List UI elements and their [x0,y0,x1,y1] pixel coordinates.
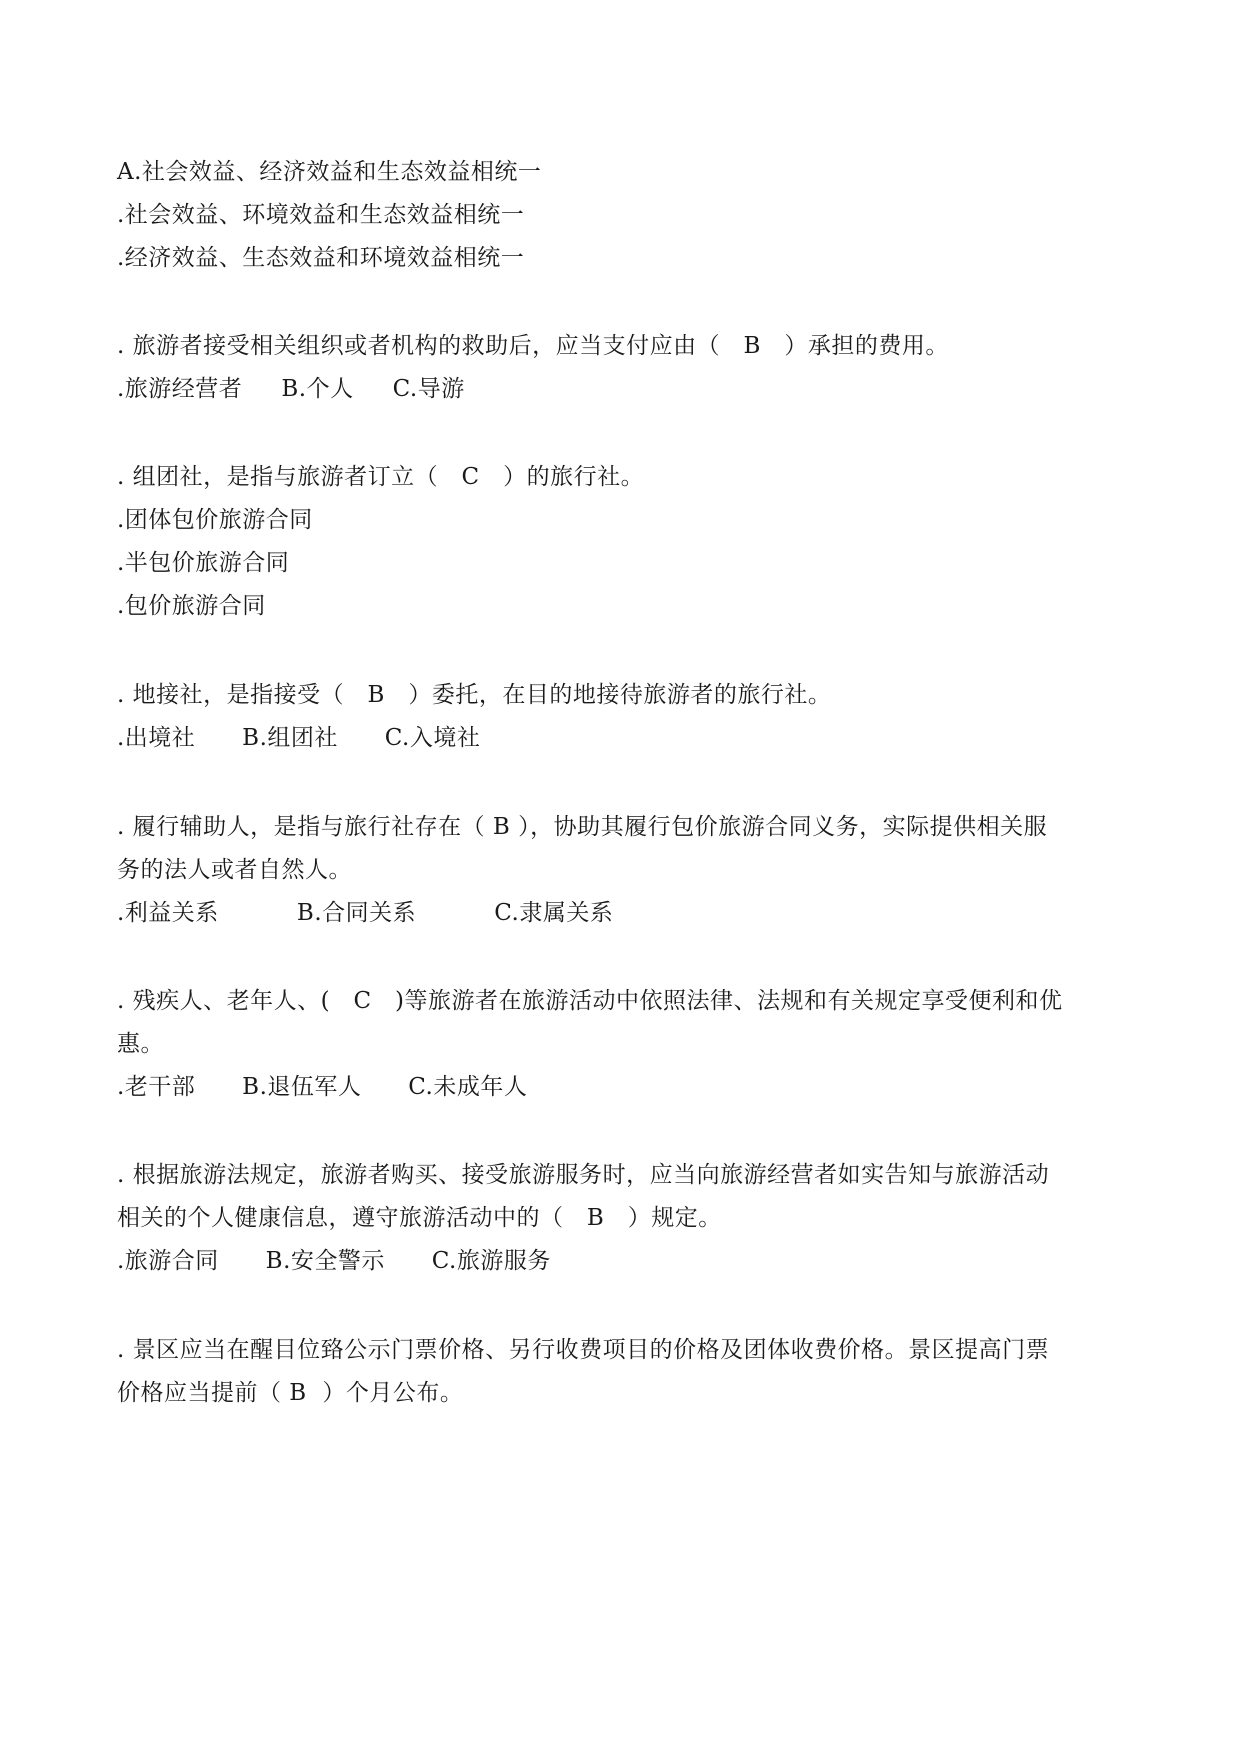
option-line: A.社会效益、经济效益和生态效益相统一 [117,159,542,185]
option-line: .利益关系 B.合同关系 C.隶属关系 [117,900,614,926]
question-line-continued: 务的法人或者自然人。 [117,857,352,883]
question-line: . 根据旅游法规定，旅游者购买、接受旅游服务时，应当向旅游经营者如实告知与旅游活动 [117,1162,1050,1188]
option-line: .旅游经营者 B.个人 C.导游 [117,376,465,402]
option-line: .老干部 B.退伍军人 C.未成年人 [117,1074,528,1100]
option-line: .团体包价旅游合同 [117,507,313,533]
option-line: .包价旅游合同 [117,593,266,619]
question-line: . 地接社，是指接受（ B ）委托，在目的地接待旅游者的旅行社。 [117,682,832,708]
option-line: .半包价旅游合同 [117,550,290,576]
question-line-continued: 价格应当提前（ B ）个月公布。 [117,1380,464,1406]
question-line: . 组团社，是指与旅游者订立（ C ）的旅行社。 [117,464,645,490]
question-line: . 景区应当在醒目位臵公示门票价格、另行收费项目的价格及团体收费价格。景区提高门票 [117,1337,1050,1363]
option-line: .社会效益、环境效益和生态效益相统一 [117,202,525,228]
question-line: . 旅游者接受相关组织或者机构的救助后，应当支付应由（ B ）承担的费用。 [117,333,949,359]
question-line-continued: 惠。 [117,1031,164,1057]
question-line-continued: 相关的个人健康信息，遵守旅游活动中的（ B ）规定。 [117,1205,722,1231]
question-line: . 履行辅助人，是指与旅行社存在（ B ），协助其履行包价旅游合同义务，实际提供相关服 [117,814,1048,840]
question-line: . 残疾人、老年人、( C )等旅游者在旅游活动中依照法律、法规和有关规定享受便利和优 [117,988,1063,1014]
option-line: .出境社 B.组团社 C.入境社 [117,725,481,751]
option-line: .旅游合同 B.安全警示 C.旅游服务 [117,1248,551,1274]
option-line: .经济效益、生态效益和环境效益相统一 [117,245,525,271]
